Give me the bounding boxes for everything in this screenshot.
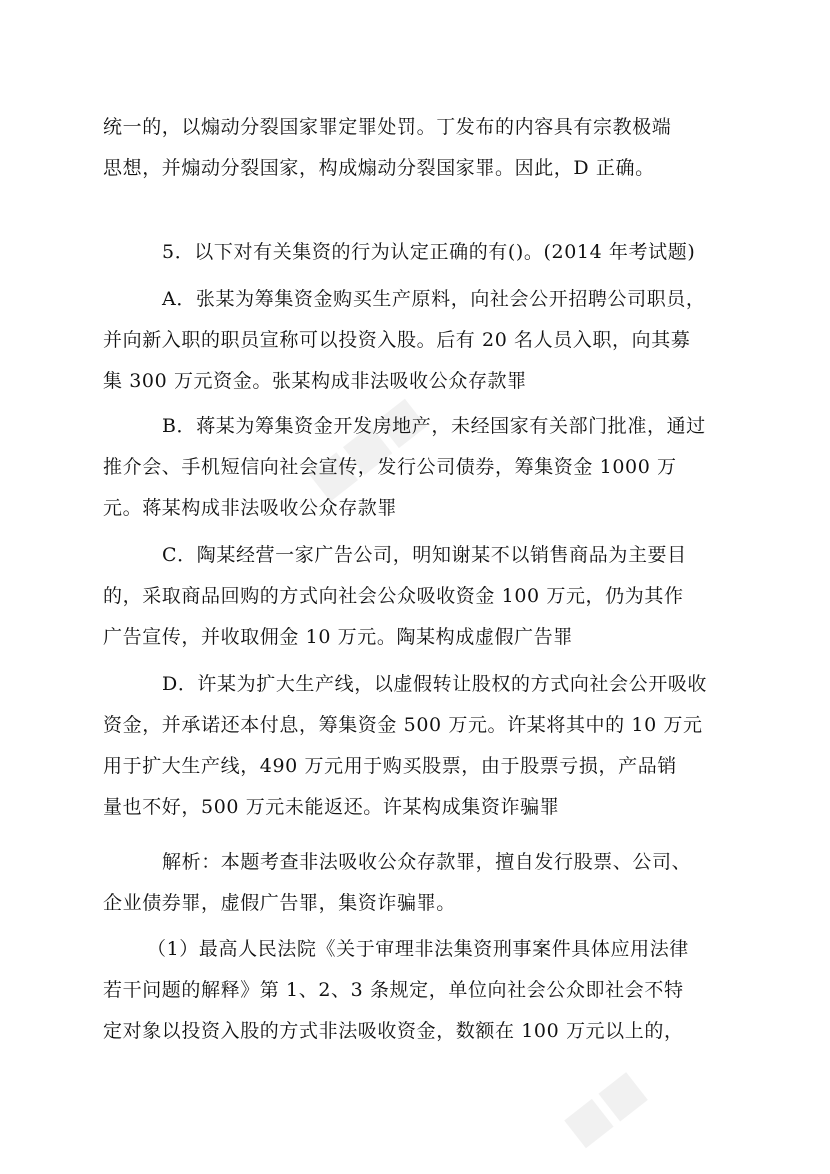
option-line: 的，采取商品回购的方式向社会公众吸收资金 100 万元，仍为其作 (103, 585, 684, 607)
watermark: ■■ (552, 1058, 655, 1156)
option-line: C．陶某经营一家广告公司，明知谢某不以销售商品为主要目 (162, 544, 687, 566)
option-a (103, 279, 727, 402)
text-line: 统一的，以煽动分裂国家罪定罪处罚。丁发布的内容具有宗教极端 (103, 116, 672, 138)
option-line: A．张某为筹集资金购买生产原料，向社会公开招聘公司职员， (162, 288, 706, 310)
option-line: 资金，并承诺还本付息，筹集资金 500 万元。许某将其中的 10 万元 (103, 714, 703, 736)
text-line: 思想，并煽动分裂国家，构成煽动分裂国家罪。因此，D 正确。 (103, 157, 655, 179)
option-b (103, 406, 727, 529)
question-stem-text: 5．以下对有关集资的行为认定正确的有()。(2014 年考试题) (162, 241, 696, 263)
watermark: ■■■ (297, 385, 434, 509)
analysis-paragraph (103, 842, 727, 924)
analysis-line: 企业债券罪，虚假广告罪，集资诈骗罪。 (103, 892, 456, 914)
option-line: 集 300 万元资金。张某构成非法吸收公众存款罪 (103, 370, 527, 392)
option-c (103, 535, 727, 658)
explanation-line: 定对象以投资入股的方式非法吸收资金，数额在 100 万元以上的， (103, 1020, 684, 1042)
option-line: 量也不好，500 万元未能返还。许某构成集资诈骗罪 (103, 796, 560, 818)
option-line: 广告宣传，并收取佣金 10 万元。陶某构成虚假广告罪 (103, 626, 573, 648)
option-d (103, 664, 727, 828)
continuation-paragraph (103, 107, 727, 189)
analysis-line: 解析：本题考查非法吸收公众存款罪，擅自发行股票、公司、 (162, 851, 692, 873)
explanation-line: （1）最高人民法院《关于审理非法集资刑事案件具体应用法律 (147, 938, 689, 960)
option-line: D．许某为扩大生产线，以虚假转让股权的方式向社会公开吸收 (162, 673, 708, 695)
explanation-line: 若干问题的解释》第 1、2、3 条规定，单位向社会公众即社会不特 (103, 979, 684, 1001)
option-line: 用于扩大生产线，490 万元用于购买股票，由于股票亏损，产品销 (103, 755, 677, 777)
option-line: 元。蒋某构成非法吸收公众存款罪 (103, 497, 398, 519)
explanation-paragraph (103, 929, 727, 1052)
question-stem (103, 232, 727, 273)
option-line: B．蒋某为筹集资金开发房地产，未经国家有关部门批准，通过 (162, 415, 706, 437)
option-line: 推介会、手机短信向社会宣传，发行公司债券，筹集资金 1000 万 (103, 456, 677, 478)
option-line: 并向新入职的职员宣称可以投资入股。后有 20 名人员入职，向其募 (103, 329, 691, 351)
